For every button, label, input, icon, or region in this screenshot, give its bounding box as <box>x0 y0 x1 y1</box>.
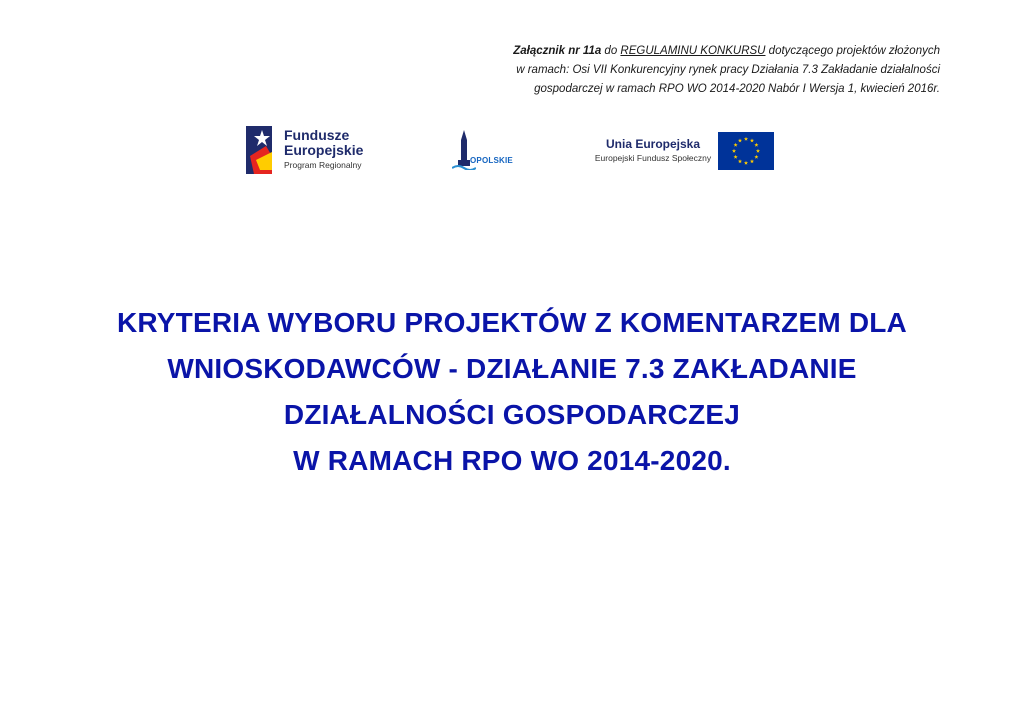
eu-line-1: Unia Europejska <box>605 137 701 151</box>
fe-line-2: Europejskie <box>284 142 364 158</box>
fe-line-3: Program Regionalny <box>284 160 362 170</box>
annex-regulamin: REGULAMINU KONKURSU <box>620 45 766 57</box>
title-line-2: WNIOSKODAWCÓW - DZIAŁANIE 7.3 ZAKŁADANIE <box>167 353 857 384</box>
title-line-1: KRYTERIA WYBORU PROJEKTÓW Z KOMENTARZEM DLA <box>117 307 907 338</box>
annex-number: Załącznik nr 11a <box>513 45 602 57</box>
opolskie-logo <box>448 130 528 176</box>
unia-europejska-logo <box>594 132 776 172</box>
annex-line-2: w ramach: Osi VII Konkurencyjny rynek pracy Działania 7.3 Zakładanie działalności <box>516 64 940 76</box>
annex-header <box>380 42 940 99</box>
document-title <box>80 300 944 484</box>
annex-rest: dotyczącego projektów złożonych <box>765 45 940 57</box>
eu-flag-icon <box>718 132 774 170</box>
fe-line-1: Fundusze <box>284 127 350 143</box>
title-line-4: W RAMACH RPO WO 2014-2020. <box>293 445 731 476</box>
annex-do: do <box>601 45 621 57</box>
opolskie-label: OPOLSKIE <box>470 156 513 165</box>
eu-line-2: Europejski Fundusz Społeczny <box>594 153 712 163</box>
fundusze-europejskie-logo <box>246 124 386 176</box>
title-line-3: DZIAŁALNOŚCI GOSPODARCZEJ <box>283 399 741 430</box>
annex-line-1 <box>380 42 940 61</box>
fe-star-icon <box>246 126 280 176</box>
annex-line-3: gospodarczej w ramach RPO WO 2014-2020 Nabór I Wersja 1, kwiecień 2016r. <box>534 83 940 95</box>
logo-bar <box>0 124 1024 180</box>
